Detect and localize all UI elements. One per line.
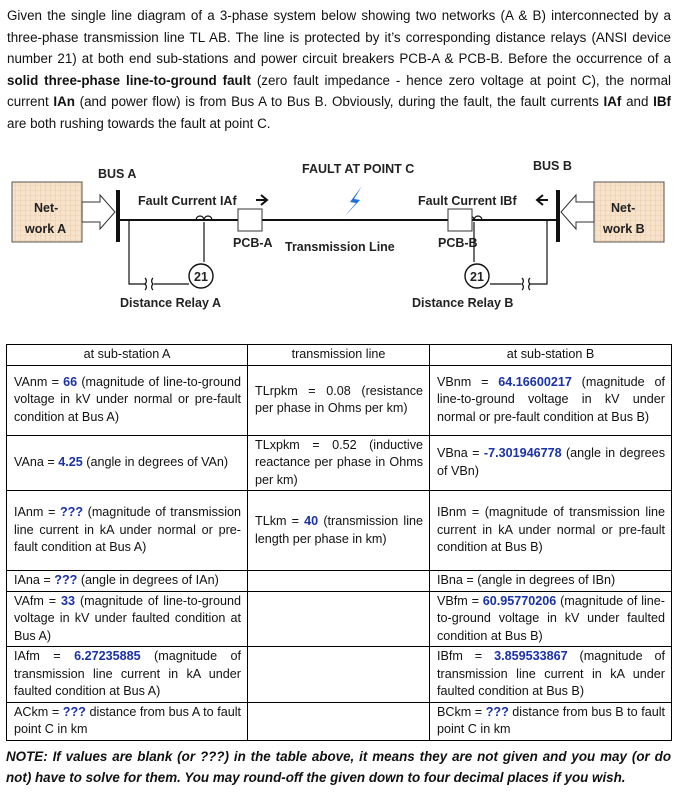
cell-empty [248,647,430,703]
table-header-row [7,345,672,366]
arrow-left-icon [537,195,548,205]
fault-current-b-label: Fault Current IBf [418,194,517,208]
arrow-right-icon [256,195,267,205]
relay-b-number: 21 [470,270,484,284]
parameters-table [6,344,672,741]
note-text: NOTE: If values are blank (or ???) in the table above, it means they are not given and you may (or do not) have to solve for them. You may round-off the given down to four decimal places if you wish. [6,749,671,785]
cell-ackm: ACkm = ??? distance from bus A to fault point C in km [7,702,248,740]
cell-vbnm: VBnm = 64.16600217 (magnitude of line-to-ground voltage in kV under normal or pre-fault condition at Bus B) [430,365,672,435]
network-b-arrow [561,195,594,229]
table-row [7,491,672,571]
relay-b-label: Distance Relay B [412,296,514,310]
network-a-label-2: work A [25,222,67,236]
header-transmission-line: transmission line [248,345,430,366]
cell-bckm: BCkm = ??? distance from bus B to fault point C in km [430,702,672,740]
table-row [7,591,672,647]
cell-tlkm: TLkm = 40 (transmission line length per phase in km) [248,491,430,571]
cell-empty [248,571,430,592]
relay-a-wire [129,220,145,284]
cell-vbna: VBna = -7.301946778 (angle in degrees of VBn) [430,435,672,491]
cell-ibfm: IBfm = 3.859533867 (magnitude of transmission line current in kA under faulted condition at Bus B) [430,647,672,703]
cell-iana: IAna = ??? (angle in degrees of IAn) [7,571,248,592]
network-a-arrow [82,195,115,229]
table-row [7,702,672,740]
cell-vana: VAna = 4.25 (angle in degrees of VAn) [7,435,248,491]
cell-iafm: IAfm = 6.27235885 (magnitude of transmission line current in kA under faulted condition at Bus A) [7,647,248,703]
problem-statement: Given the single line diagram of a 3-phase system below showing two networks (A & B) interconnected by a three-phase transmission line TL AB. The line is protected by it’s corresponding distance relays (ANSI device number 21) at both end sub-stations and power circuit breakers PCB-A & PCB-B. Before the occurrence of a solid three-phase line-to-ground fault (zero fault impedance - hence zero voltage at point C), the normal current IAn (and power flow) is from Bus A to Bus B. Obviously, during the fault, the fault currents IAf and IBf are both rushing towards the fault at point C. [7,8,671,131]
cell-vanm: VAnm = 66 (magnitude of line-to-ground voltage in kV under normal or pre-fault condition at Bus A) [7,365,248,435]
bus-b-bar [556,190,560,242]
network-a-label-1: Net- [34,201,59,215]
table-row [7,365,672,435]
cell-ibnm: IBnm = (magnitude of transmission line current in kA under normal or pre-fault condition at Bus B) [430,491,672,571]
pcb-a-label: PCB-A [233,236,273,250]
network-b-label-2: work B [603,222,645,236]
cell-tlrpkm: TLrpkm = 0.08 (resistance per phase in Ohms per km) [248,365,430,435]
cell-tlxpkm: TLxpkm = 0.52 (inductive reactance per phase in Ohms per km) [248,435,430,491]
fault-point-label: FAULT AT POINT C [302,162,415,176]
table-row [7,647,672,703]
network-b-label-1: Net- [611,201,636,215]
header-substation-a: at sub-station A [7,345,248,366]
pcb-a-breaker [238,209,262,231]
table-row [7,435,672,491]
pcb-b-breaker [448,209,472,231]
table-row [7,571,672,592]
single-line-diagram [0,150,676,340]
bus-b-label: BUS B [533,159,572,173]
cell-vbfm: VBfm = 60.95770206 (magnitude of line-to-ground voltage in kV under faulted condition at Bus B) [430,591,672,647]
relay-b-coupling [522,278,530,290]
cell-empty [248,702,430,740]
pcb-b-label: PCB-B [438,236,478,250]
relay-b-wire [530,220,547,284]
fault-current-a-label: Fault Current IAf [138,194,237,208]
transmission-line-label: Transmission Line [285,240,395,254]
bus-a-bar [116,190,120,242]
cell-ianm: IAnm = ??? (magnitude of transmission line current in kA under normal or pre-fault condition at Bus A) [7,491,248,571]
fault-lightning-icon [344,186,362,217]
cell-ibna: IBna = (angle in degrees of IBn) [430,571,672,592]
header-substation-b: at sub-station B [430,345,672,366]
relay-a-label: Distance Relay A [120,296,221,310]
cell-vafm: VAfm = 33 (magnitude of line-to-ground voltage in kV under faulted condition at Bus A) [7,591,248,647]
relay-a-number: 21 [194,270,208,284]
cell-empty [248,591,430,647]
relay-a-coupling [145,278,153,290]
bus-a-label: BUS A [98,167,137,181]
